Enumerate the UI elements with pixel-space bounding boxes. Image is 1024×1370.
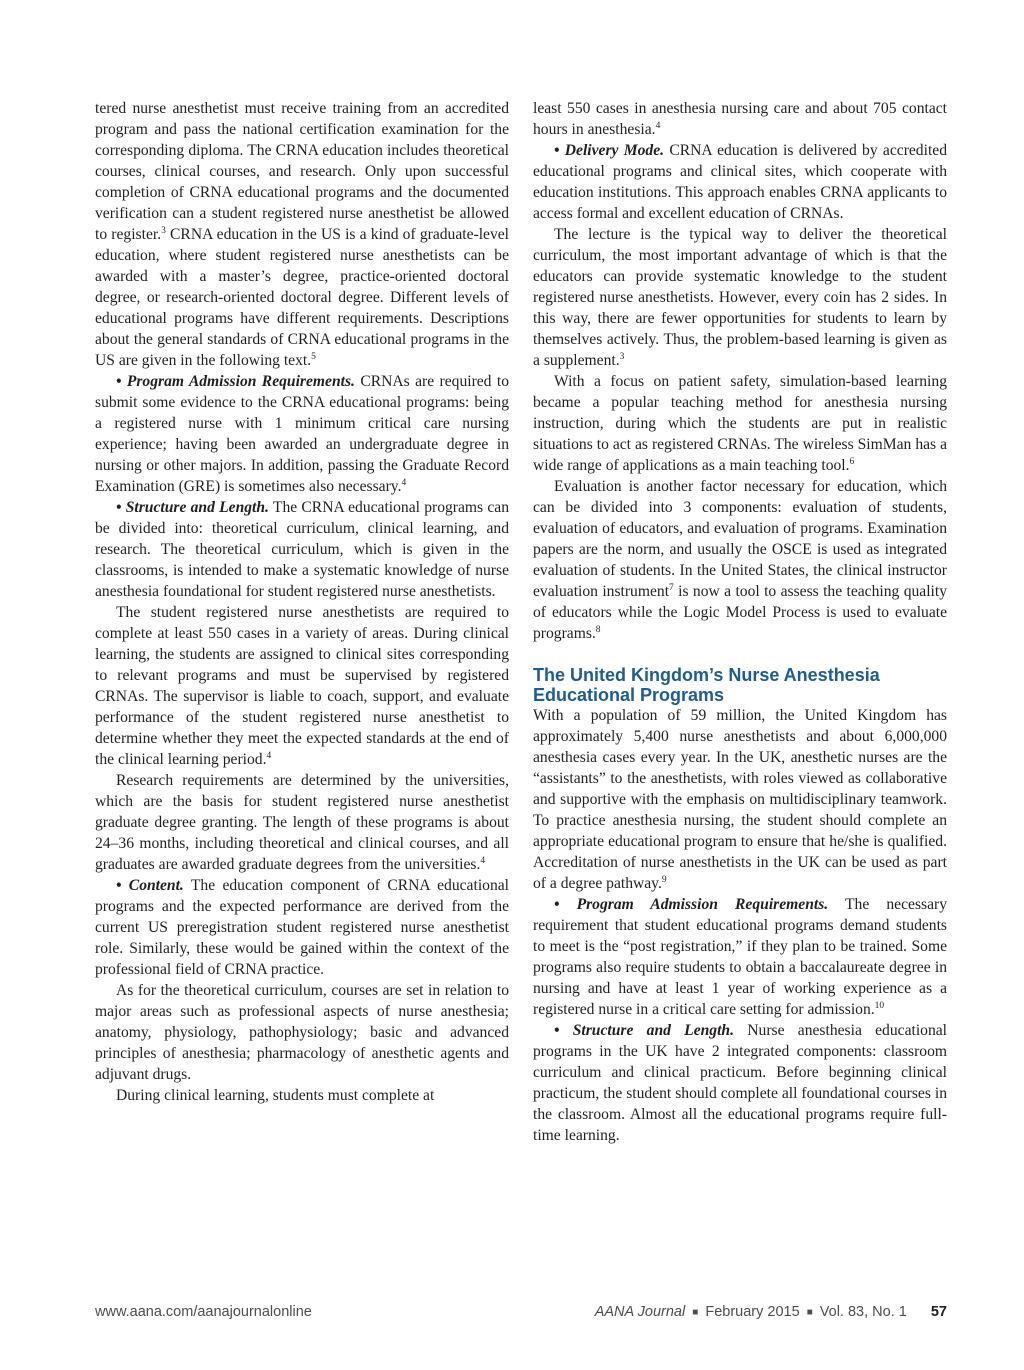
paragraph: • Structure and Length. Nurse anesthesia educational programs in the UK have 2 integrated components: classroom curriculum and clinical practicum. Before beginning clinical practicum, the student should complete all foundational courses in the classroom. Almost all the educational programs require full-time learning. bbox=[533, 1022, 948, 1144]
right-column bbox=[533, 98, 947, 1146]
citation: 7 bbox=[669, 583, 674, 593]
citation: 6 bbox=[849, 457, 855, 467]
footer-citation bbox=[595, 1304, 947, 1320]
paragraph: As for the theoretical curriculum, courses are set in relation to major areas such as professional aspects of nurse anesthesia; anatomy, physiology, pathophysiology; basic and advanced principles of anesthesia; pharmacology of anesthetic agents and adjuvant drugs. bbox=[95, 982, 509, 1083]
citation: 4 bbox=[401, 478, 407, 488]
separator: ■ bbox=[692, 1307, 699, 1318]
citation: 5 bbox=[311, 352, 316, 362]
citation: 10 bbox=[874, 1001, 885, 1011]
separator: ■ bbox=[806, 1307, 813, 1318]
paragraph: • Structure and Length. The CRNA educational programs can be divided into: theoretical curriculum, clinical learning, and research. The theoretical curriculum, which is given in the classrooms, is intended to make a systematic knowledge of nurse anesthesia foundational for student registered nurse anesthetists. bbox=[95, 499, 510, 600]
paragraph: least 550 cases in anesthesia nursing care and about 705 contact hours in anesthesia.$^4$ bbox=[533, 100, 947, 138]
paragraph: With a focus on patient safety, simulation-based learning became a popular teaching method for anesthesia nursing instruction, during which the students are put in realistic situations to act as registered CRNAs. The wireless SimMan has a wide range of applications as a main teaching tool.$^6$ bbox=[533, 373, 947, 474]
paragraph: tered nurse anesthetist must receive training from an accredited program and pass the national certification examination for the corresponding diploma. The CRNA education includes theoretical courses, clinical courses, and research. Only upon successful completion of CRNA educational programs and the documented verification can a student registered nurse anesthetist be allowed to register.$^3$ CRNA education in the US is a kind of graduate-level education, where student registered nurse anesthetists can be awarded with a master’s degree, practice-oriented doctoral degree, or research-oriented doctoral degree. Different levels of educational programs have different requirements. Descriptions about the general standards of CRNA educational programs in the US are given in the following text.$^5$ bbox=[95, 100, 510, 369]
bullet-lead: • Program Admission Requirements. bbox=[116, 373, 355, 390]
paragraph: • Content. The education component of CRNA educational programs and the expected performance are derived from the current US preregistration student registered nurse anesthetist role. Similarly, these would be gained within the context of the professional field of CRNA practice. bbox=[95, 877, 509, 978]
paragraph: During clinical learning, students must complete at bbox=[116, 1087, 435, 1104]
volume-number: Vol. 83, No. 1 bbox=[819, 1304, 907, 1320]
paragraph: Research requirements are determined by the universities, which are the basis for student registered nurse anesthetist graduate degree granting. The length of these programs is about 24–36 months, including theoretical and clinical courses, and all graduates are awarded graduate degrees from the universities.$^4$ bbox=[95, 772, 509, 873]
citation: 9 bbox=[661, 875, 667, 885]
paragraph: The student registered nurse anesthetists are required to complete at least 550 cases in a variety of areas. During clinical learning, the students are assigned to clinical sites corresponding to relevant programs and must be supervised by registered CRNAs. The supervisor is liable to coach, support, and evaluate performance of the student registered nurse anesthetist to determine whether they meet the expected standards at the end of the clinical learning period.$^4$ bbox=[95, 604, 509, 768]
section-heading: The United Kingdom’s Nurse Anesthesia Educational Programs bbox=[533, 665, 880, 705]
bullet-lead: • Content. bbox=[116, 877, 184, 894]
page-footer bbox=[95, 1304, 947, 1324]
footer-url: www.aana.com/aanajournalonline bbox=[95, 1304, 312, 1320]
paragraph: The lecture is the typical way to deliver the theoretical curriculum, the most important advantage of which is that the educators can provide systematic knowledge to the student registered nurse anesthetists. However, every coin has 2 sides. In this way, there are fewer opportunities for students to learn by themselves actively. Thus, the problem-based learning is given as a supplement.$^3$ bbox=[533, 226, 947, 369]
paragraph: • Delivery Mode. CRNA education is delivered by accredited educational programs and clinical sites, which cooperate with education institutions. This approach enables CRNA applicants to access formal and excellent education of CRNAs. bbox=[533, 142, 947, 222]
journal-name: AANA Journal bbox=[594, 1304, 686, 1320]
paragraph: • Program Admission Requirements. CRNAs are required to submit some evidence to the CRNA educational programs: being a registered nurse with 1 minimum critical care nursing experience; having been awarded an undergraduate degree in nursing or other majors. In addition, passing the Graduate Record Examination (GRE) is sometimes also necessary.$^4$ bbox=[95, 373, 509, 495]
bullet-lead: • Structure and Length. bbox=[116, 499, 269, 516]
issue-date: February 2015 bbox=[705, 1304, 800, 1320]
citation: 3 bbox=[161, 226, 166, 236]
citation: 4 bbox=[655, 121, 661, 131]
bullet-lead: • Structure and Length. bbox=[554, 1022, 735, 1039]
paragraph: With a population of 59 million, the United Kingdom has approximately 5,400 nurse anesthetists and about 6,000,000 anesthesia cases every year. In the UK, anesthetic nurses are the “assistants” to the anesthetists, with roles viewed as collaborative and supportive with the emphasis on multidisciplinary teamwork. To practice anesthesia nursing, the student should complete an appropriate educational program to ensure that he/she is qualified. Accreditation of nurse anesthetists in the UK can be used as part of a degree pathway.$^9$ bbox=[533, 707, 947, 892]
bullet-lead: • Delivery Mode. bbox=[554, 142, 665, 159]
citation: 8 bbox=[595, 625, 601, 635]
citation: 4 bbox=[266, 751, 272, 761]
citation: 3 bbox=[619, 352, 625, 362]
paragraph: • Program Admission Requirements. The necessary requirement that student educational programs demand students to meet is the “post registration,” if they plan to be trained. Some programs also require students to obtain a baccalaureate degree in nursing and have at least 1 year of working experience as a registered nurse in a critical care setting for admission.$^{10}$ bbox=[533, 896, 947, 1018]
page-number: 57 bbox=[930, 1304, 947, 1320]
paragraph: Evaluation is another factor necessary for education, which can be divided into 3 components: evaluation of students, evaluation of educators, and evaluation of programs. Examination papers are the norm, and usually the OSCE is used as integrated evaluation of students. In the United States, the clinical instructor evaluation instrument$^7$ is now a tool to assess the teaching quality of educators while the Logic Model Process is used to evaluate programs.$^8$ bbox=[533, 478, 948, 642]
bullet-lead: • Program Admission Requirements. bbox=[554, 896, 829, 913]
citation: 4 bbox=[480, 856, 486, 866]
left-column bbox=[95, 98, 509, 1106]
